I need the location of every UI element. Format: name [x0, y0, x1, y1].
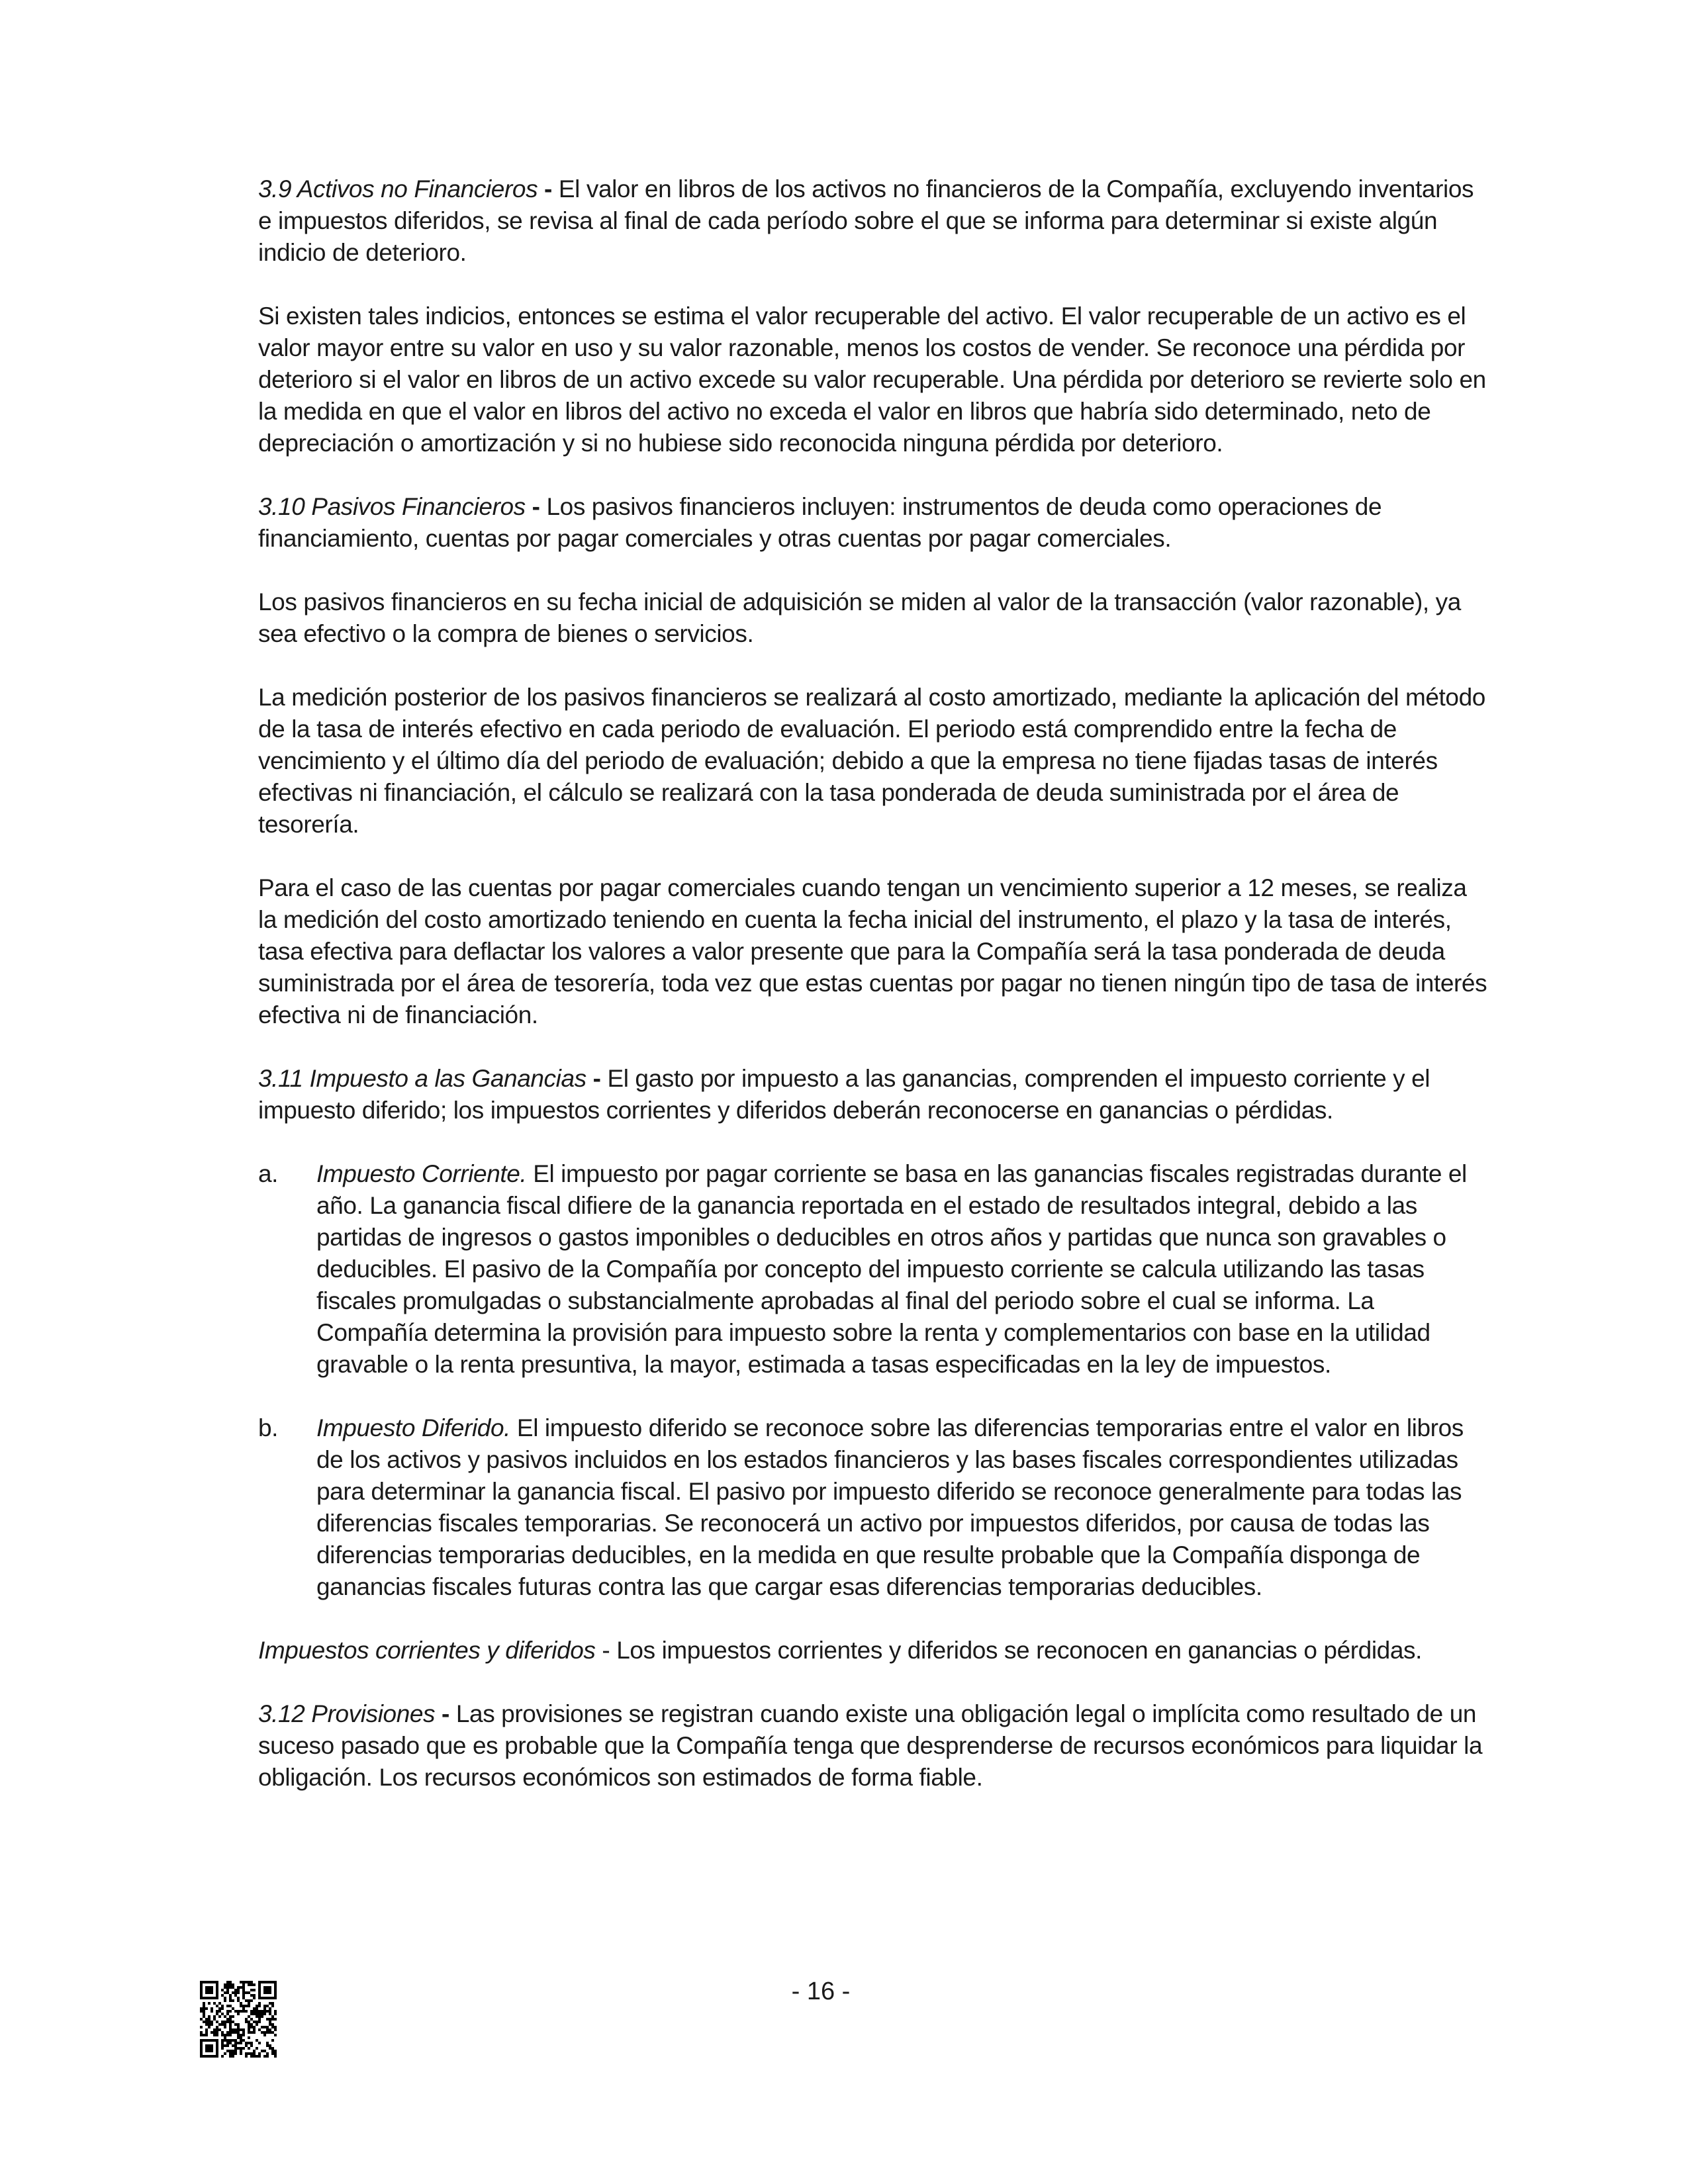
- paragraph: Para el caso de las cuentas por pagar comerciales cuando tengan un vencimiento superior a 12 meses, se realiza la medición del costo amortizado teniendo en cuenta la fecha inicial del instrumento, el plazo y la tasa de interés, tasa efectiva para deflactar los valores a valor presente que para la Compañía será la tasa ponderada de deuda suministrada por el área de tesorería, toda vez que estas cuentas por pagar no tienen ningún tipo de tasa de interés efectiva ni de financiación.: [258, 874, 1487, 1028]
- section-heading: 3.11 Impuesto a las Ganancias: [258, 1065, 586, 1092]
- section-heading: 3.9 Activos no Financieros: [258, 175, 538, 203]
- paragraph: La medición posterior de los pasivos financieros se realizará al costo amortizado, mediante la aplicación del método de la tasa de interés efectivo en cada periodo de evaluación. El periodo está comprendido entre la fecha de vencimiento y el último día del periodo de evaluación; debido a que la empresa no tiene fijadas tasas de interés efectivas ni financiación, el cálculo se realizará con la tasa ponderada de deuda suministrada por el área de tesorería.: [258, 684, 1485, 838]
- list-label: a.: [258, 1160, 279, 1187]
- paragraph-text: Los pasivos financieros incluyen: instrumentos de deuda como operaciones de financiamiento, cuentas por pagar comerciales y otras cuentas por pagar comerciales.: [258, 493, 1382, 552]
- list-item-body: El impuesto por pagar corriente se basa en las ganancias fiscales registradas durante el año. La ganancia fiscal difiere de la ganancia reportada en el estado de resultados integral, debido a las partidas de ingresos o gastos imponibles o deducibles en otros años y partidas que nunca son gravables o deducibles. El pasivo de la Compañía por concepto del impuesto corriente se calcula utilizando las tasas fiscales promulgadas o substancialmente aprobadas al final del periodo sobre el cual se informa. La Compañía determina la provisión para impuesto sobre la renta y complementarios con base en la utilidad gravable o la renta presuntiva, la mayor, estimada a tasas especificadas en la ley de impuestos.: [316, 1160, 1467, 1378]
- section-heading: 3.12 Provisiones: [258, 1700, 436, 1727]
- list-item-body: El impuesto diferido se reconoce sobre las diferencias temporarias entre el valor en libros de los activos y pasivos incluidos en los estados financieros y las bases fiscales correspondientes utilizadas para determinar la ganancia fiscal. El pasivo por impuesto diferido se reconoce generalmente para todas las diferencias fiscales temporarias. Se reconocerá un activo por impuestos diferidos, por causa de todas las diferencias temporarias deducibles, en la medida en que resulte probable que la Compañía disponga de ganancias fiscales futuras contra las que cargar esas diferencias temporarias deducibles.: [316, 1414, 1464, 1600]
- paragraph-text: Los impuestos corrientes y diferidos se reconocen en ganancias o pérdidas.: [616, 1637, 1423, 1664]
- document-body: [258, 173, 1489, 1794]
- paragraph-3-9: [258, 173, 1489, 269]
- list-item-text: [316, 1158, 1489, 1381]
- list-item-text: [316, 1412, 1489, 1603]
- list-item: [258, 1158, 1489, 1381]
- list-item-title: Impuesto Corriente.: [316, 1160, 527, 1187]
- heading-separator: -: [538, 175, 559, 203]
- heading-separator: -: [595, 1637, 617, 1664]
- section-heading: 3.10 Pasivos Financieros: [258, 493, 526, 520]
- paragraph-impuestos: [258, 1635, 1489, 1666]
- paragraph-3-10: [258, 491, 1489, 555]
- paragraph-text: El gasto por impuesto a las ganancias, comprenden el impuesto corriente y el impuesto diferido; los impuestos corrientes y diferidos deberán reconocerse en ganancias o pérdidas.: [258, 1065, 1430, 1124]
- inline-heading: Impuestos corrientes y diferidos: [258, 1637, 596, 1664]
- list-item: [258, 1412, 1489, 1603]
- paragraph: Los pasivos financieros en su fecha inicial de adquisición se miden al valor de la transacción (valor razonable), ya sea efectivo o la compra de bienes o servicios.: [258, 588, 1461, 647]
- paragraph-text: Las provisiones se registran cuando existe una obligación legal o implícita como resultado de un suceso pasado que es probable que la Compañía tenga que desprenderse de recursos económicos para liquidar la obligación. Los recursos económicos son estimados de forma fiable.: [258, 1700, 1483, 1791]
- list-label: b.: [258, 1414, 279, 1441]
- paragraph: Si existen tales indicios, entonces se estima el valor recuperable del activo. El valor recuperable de un activo es el valor mayor entre su valor en uso y su valor razonable, menos los costos de vender. Se reconoce una pérdida por deterioro si el valor en libros de un activo excede su valor recuperable. Una pérdida por deterioro se revierte solo en la medida en que el valor en libros del activo no exceda el valor en libros que habría sido determinado, neto de depreciación o amortización y si no hubiese sido reconocida ninguna pérdida por deterioro.: [258, 302, 1486, 457]
- heading-separator: -: [586, 1065, 608, 1092]
- heading-separator: -: [435, 1700, 456, 1727]
- list-item-title: Impuesto Diferido.: [316, 1414, 511, 1441]
- paragraph-3-12: [258, 1698, 1489, 1794]
- page-number: - 16 -: [791, 1978, 851, 2005]
- paragraph-3-11: [258, 1063, 1489, 1126]
- heading-separator: -: [525, 493, 547, 520]
- paragraph-text: El valor en libros de los activos no financieros de la Compañía, excluyendo inventarios e impuestos diferidos, se revisa al final de cada período sobre el que se informa para determinar si existe algún indicio de deterioro.: [258, 175, 1474, 266]
